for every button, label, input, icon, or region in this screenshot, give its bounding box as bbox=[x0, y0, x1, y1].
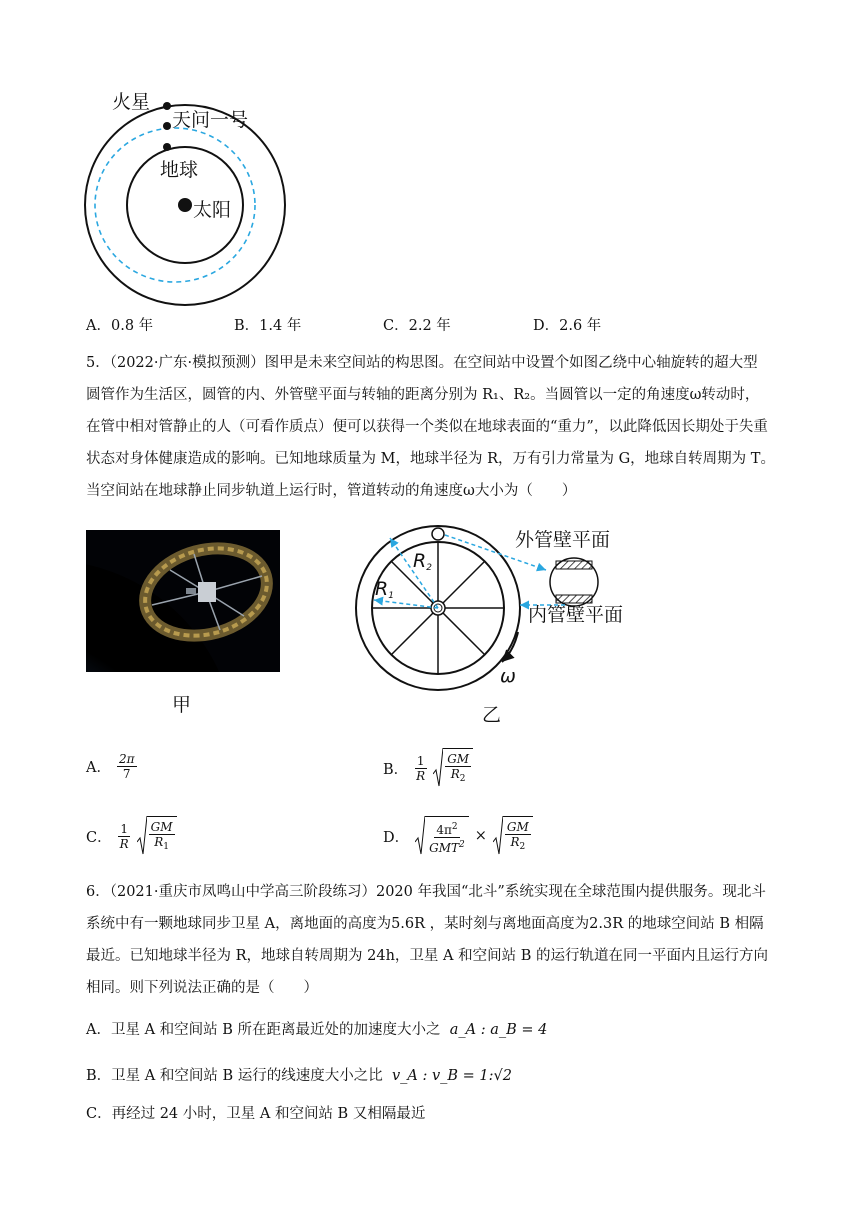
q5-line-2: 圆管作为生活区，圆管的内、外管壁平面与转轴的距离分别为 R₁、R₂。当圆管以一定的角速度ω转动时， bbox=[86, 387, 760, 403]
q5-line-4: 状态对身体健康造成的影响。已知地球质量为 M，地球半径为 R，万有引力常量为 G，地球自转周期为 T。 bbox=[86, 451, 775, 467]
inner-wall-label: 内管壁平面 bbox=[528, 604, 624, 626]
q4-option-a[interactable]: A．0.8 年 bbox=[86, 318, 154, 334]
q5-option-d[interactable]: D． $\frac{4\pi^2}{GMT^2}$ × $\frac{GM}{R_2}$ bbox=[383, 816, 533, 856]
q5-option-a[interactable]: A． $\frac{2\pi}{7}$ bbox=[86, 752, 135, 781]
person-dot bbox=[432, 528, 444, 540]
q6-line-4: 相同。则下列说法正确的是（ ） bbox=[86, 980, 318, 996]
probe-dot bbox=[163, 122, 171, 130]
q4-option-d[interactable]: D．2.6 年 bbox=[533, 318, 602, 334]
sqrt: $\frac{GM}{R_1}$ bbox=[137, 816, 177, 856]
q5-line-5: 当空间站在地球静止同步轨道上运行时，管道转动的角速度ω大小为（ ） bbox=[86, 483, 577, 499]
omega-label: ω bbox=[500, 665, 516, 687]
q6-line-1: 6．（2021·重庆市凤鸣山中学高三阶段练习）2020 年我国“北斗”系统实现在全球范围内提供服务。现北斗 bbox=[86, 884, 766, 900]
earth-dot bbox=[163, 143, 171, 151]
q6-option-a[interactable]: A．卫星 A 和空间站 B 所在距离最近处的加速度大小之 a_A : a_B = 4 bbox=[86, 1022, 548, 1038]
sqrt: $\frac{GM}{R_2}$ bbox=[433, 748, 473, 788]
q4-option-c[interactable]: C．2.2 年 bbox=[383, 318, 451, 334]
mars-label: 火星 bbox=[112, 91, 151, 113]
sun-label: 太阳 bbox=[193, 199, 232, 221]
q6-option-a-formula: a_A : a_B = 4 bbox=[449, 1022, 548, 1038]
q5-option-c[interactable]: C． $\frac{1}{R}$ $\frac{GM}{R_1}$ bbox=[86, 816, 177, 856]
mars-dot bbox=[163, 102, 171, 110]
q6-line-2: 系统中有一颗地球同步卫星 A，离地面的高度为5.6R ，某时刻与离地面高度为2.3R 的地球空间站 B 相隔 bbox=[86, 916, 764, 932]
outer-wall-label: 外管壁平面 bbox=[515, 529, 611, 551]
q5-line-1: 5．（2022·广东·模拟预测）图甲是未来空间站的构思图。在空间站中设置个如图乙绕中心轴旋转的超大型 bbox=[86, 355, 758, 371]
space-station-photo bbox=[86, 530, 280, 672]
r1-label: $R_1$ bbox=[375, 578, 394, 601]
fig-yi-caption: 乙 bbox=[482, 704, 502, 726]
probe-label: 天问一号 bbox=[172, 109, 249, 131]
q6-line-3: 最近。已知地球半径为 R，地球自转周期为 24h，卫星 A 和空间站 B 的运行轨道在同一平面内且运行方向 bbox=[86, 948, 768, 964]
sun-dot bbox=[178, 198, 192, 212]
earth-label: 地球 bbox=[160, 159, 199, 181]
q6-option-c[interactable]: C．再经过 24 小时，卫星 A 和空间站 B 又相隔最近 bbox=[86, 1106, 426, 1122]
q4-option-b[interactable]: B．1.4 年 bbox=[234, 318, 302, 334]
r2-label: $R_2$ bbox=[413, 550, 432, 573]
fraction: $\frac{2\pi}{7}$ bbox=[118, 752, 135, 781]
q6-option-b[interactable]: B．卫星 A 和空间站 B 运行的线速度大小之比 v_A : v_B = 1:√2 bbox=[86, 1068, 512, 1084]
fig-jia-caption: 甲 bbox=[172, 694, 192, 716]
q5-line-3: 在管中相对管静止的人（可看作质点）便可以获得一个类似在地球表面的“重力”，以此降低因长期处于失重 bbox=[86, 419, 768, 435]
q6-option-b-formula: v_A : v_B = 1:√2 bbox=[391, 1068, 512, 1084]
q5-option-b[interactable]: B． $\frac{1}{R}$ $\frac{GM}{R_2}$ bbox=[383, 748, 473, 788]
